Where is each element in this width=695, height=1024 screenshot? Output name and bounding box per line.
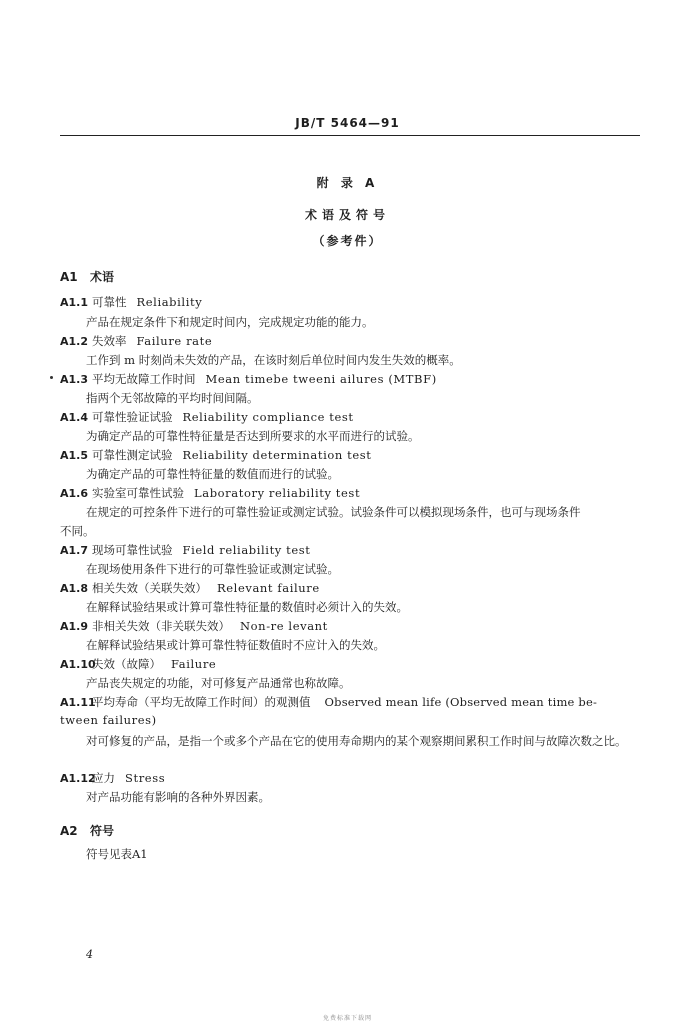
term-cn: 现场可靠性试验 — [92, 543, 173, 557]
term-en: Relevant failure — [217, 581, 320, 595]
term-a1-5 — [60, 447, 372, 463]
term-definition: 在解释试验结果或计算可靠性特征数值时不应计入的失效。 — [86, 638, 385, 652]
section-a1-heading — [60, 268, 114, 285]
term-cn: 非相关失效（非关联失效） — [92, 619, 230, 633]
term-number: A1.9 — [60, 620, 88, 633]
term-a1-9 — [60, 618, 328, 634]
term-definition: 产品在规定条件下和规定时间内，完成规定功能的能力。 — [86, 315, 374, 329]
term-number: A1.1 — [60, 296, 88, 309]
term-number: A1.3 — [60, 373, 88, 386]
term-cn: 应力 — [92, 771, 115, 785]
term-number: A1.5 — [60, 449, 88, 462]
term-number: A1.12 — [60, 772, 96, 785]
term-a1-2 — [60, 333, 212, 349]
term-cn: 平均无故障工作时间 — [92, 372, 196, 386]
section-a2-body: 符号见表A1 — [86, 847, 148, 861]
section-number: A2 — [60, 824, 78, 838]
term-cn: 平均寿命（平均无故障工作时间）的观测值 — [92, 695, 311, 709]
header-rule — [60, 135, 640, 136]
term-cn: 失效（故障） — [92, 657, 161, 671]
term-definition: 对产品功能有影响的各种外界因素。 — [86, 790, 270, 804]
scan-speck — [50, 376, 53, 379]
term-cn: 可靠性验证试验 — [92, 410, 173, 424]
term-cn: 失效率 — [92, 334, 127, 348]
term-a1-10 — [60, 656, 216, 672]
term-en: Reliability determination test — [182, 448, 372, 462]
term-en: Reliability — [136, 295, 203, 309]
section-a2-heading — [60, 822, 114, 839]
term-a1-3 — [60, 371, 437, 387]
term-en: Stress — [125, 771, 166, 785]
section-title: 符号 — [90, 824, 115, 838]
appendix-title: 附 录 A — [316, 176, 379, 190]
term-number: A1.7 — [60, 544, 88, 557]
term-cn: 相关失效（关联失效） — [92, 581, 207, 595]
term-number: A1.8 — [60, 582, 88, 595]
term-cn: 可靠性 — [92, 295, 127, 309]
term-definition: 在现场使用条件下进行的可靠性验证或测定试验。 — [86, 562, 339, 576]
term-en: Reliability compliance test — [182, 410, 354, 424]
term-number: A1.2 — [60, 335, 88, 348]
term-cn: 可靠性测定试验 — [92, 448, 173, 462]
term-a1-4 — [60, 409, 354, 425]
term-definition: 对可修复的产品，是指一个或多个产品在它的使用寿命期内的某个观察期间累积工作时间与故障次数之比。 — [86, 734, 627, 748]
term-number: A1.6 — [60, 487, 88, 500]
term-en: Observed mean life (Observed mean time be- — [324, 695, 598, 709]
term-definition: 为确定产品的可靠性特征量是否达到所要求的水平而进行的试验。 — [86, 429, 420, 443]
section-title: 术语 — [90, 270, 115, 284]
header-standard-number: JB/T 5464—91 — [295, 116, 400, 130]
term-en: Field reliability test — [182, 543, 311, 557]
term-a1-11 — [60, 694, 597, 710]
term-a1-8 — [60, 580, 320, 596]
term-number: A1.4 — [60, 411, 88, 424]
term-a1-6 — [60, 485, 360, 501]
term-en: Non-re levant — [240, 619, 328, 633]
term-definition: 工作到 m 时刻尚未失效的产品，在该时刻后单位时间内发生失效的概率。 — [86, 353, 461, 367]
term-en: Failure rate — [136, 334, 213, 348]
term-cn: 实验室可靠性试验 — [92, 486, 184, 500]
term-en: Laboratory reliability test — [194, 486, 361, 500]
page-number: 4 — [86, 948, 93, 961]
term-a1-7 — [60, 542, 311, 558]
term-definition: 产品丧失规定的功能，对可修复产品通常也称故障。 — [86, 676, 351, 690]
term-en-continued: tween failures) — [60, 713, 157, 727]
term-en: Mean timebe tweeni ailures (MTBF) — [205, 372, 437, 386]
appendix-note: （参考件） — [312, 234, 383, 248]
term-definition: 在解释试验结果或计算可靠性特征量的数值时必须计入的失效。 — [86, 600, 408, 614]
term-definition: 指两个无邻故障的平均时间间隔。 — [86, 391, 259, 405]
term-a1-1 — [60, 294, 202, 310]
term-a1-12 — [60, 770, 165, 786]
term-number: A1.11 — [60, 696, 96, 709]
term-en: Failure — [171, 657, 217, 671]
term-number: A1.10 — [60, 658, 96, 671]
term-definition: 在规定的可控条件下进行的可靠性验证或测定试验。试验条件可以模拟现场条件，也可与现场条件 — [86, 505, 581, 519]
section-number: A1 — [60, 270, 78, 284]
term-definition: 为确定产品的可靠性特征量的数值而进行的试验。 — [86, 467, 339, 481]
footer-watermark: 免费标准下载网 — [322, 1015, 372, 1022]
term-definition-continued: 不同。 — [60, 524, 95, 538]
appendix-subtitle: 术语及符号 — [304, 208, 390, 222]
